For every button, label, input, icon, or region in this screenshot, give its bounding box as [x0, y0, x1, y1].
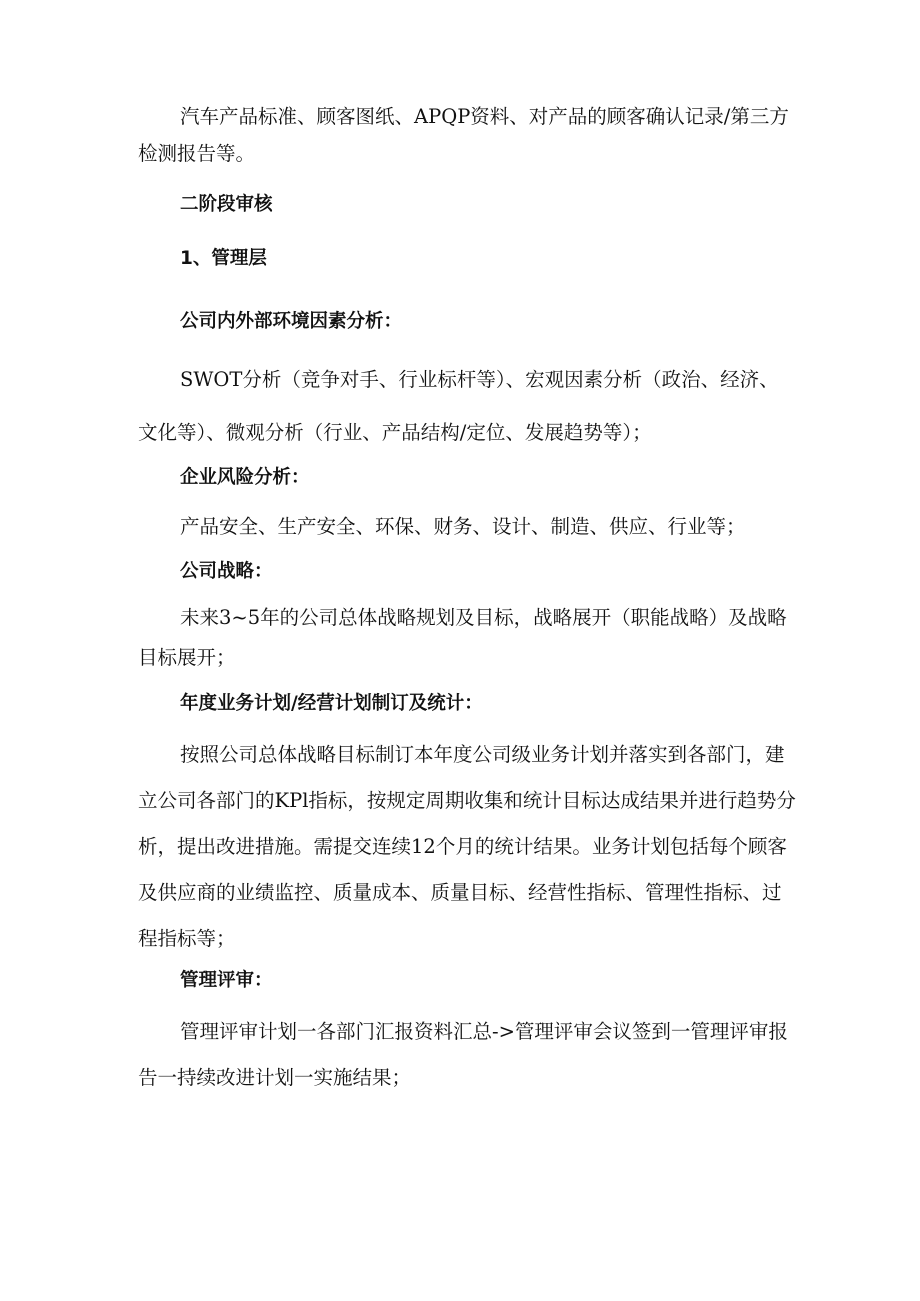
paragraph-environment-analysis: SWOT分析（竞争对手、行业标杆等）、宏观因素分析（政治、经济、文化等）、微观分析（行业、产品结构/定位、发展趋势等）；: [138, 368, 779, 444]
paragraph-annual-plan: 按照公司总体战略目标制订本年度公司级业务计划并落实到各部门，建立公司各部门的KPl指标，按规定周期收集和统计目标达成结果并进行趋势分析，提出改进措施。需提交连续12个月的统计结果。业务计划包括每个顾客及供应商的业绩监控、质量成本、质量目标、经营性指标、管理性指标、过程指标等；: [138, 743, 796, 950]
document-page: [138, 98, 796, 1101]
paragraph-product-standards: 汽车产品标准、顾客图纸、APQP资料、对产品的顾客确认记录/第三方检测报告等。: [138, 105, 789, 165]
paragraph-company-strategy: 未来3~5年的公司总体战略规划及目标，战略展开（职能战略）及战略目标展开；: [138, 606, 787, 669]
heading-management: 1、管理层: [180, 248, 267, 269]
heading-annual-plan: 年度业务计划/经营计划制订及统计：: [180, 693, 483, 714]
heading-risk-analysis: 企业风险分析：: [180, 467, 310, 488]
heading-stage-two-audit: 二阶段审核: [180, 194, 273, 215]
heading-environment-analysis: 公司内外部环境因素分析：: [180, 311, 403, 332]
heading-company-strategy: 公司战略：: [180, 561, 273, 582]
heading-management-review: 管理评审：: [180, 970, 273, 991]
paragraph-risk-analysis: 产品安全、生产安全、环保、财务、设计、制造、供应、行业等；: [180, 515, 746, 538]
paragraph-management-review: 管理评审计划一各部门汇报资料汇总->管理评审会议签到一管理评审报告一持续改进计划一实施结果；: [138, 1020, 788, 1089]
